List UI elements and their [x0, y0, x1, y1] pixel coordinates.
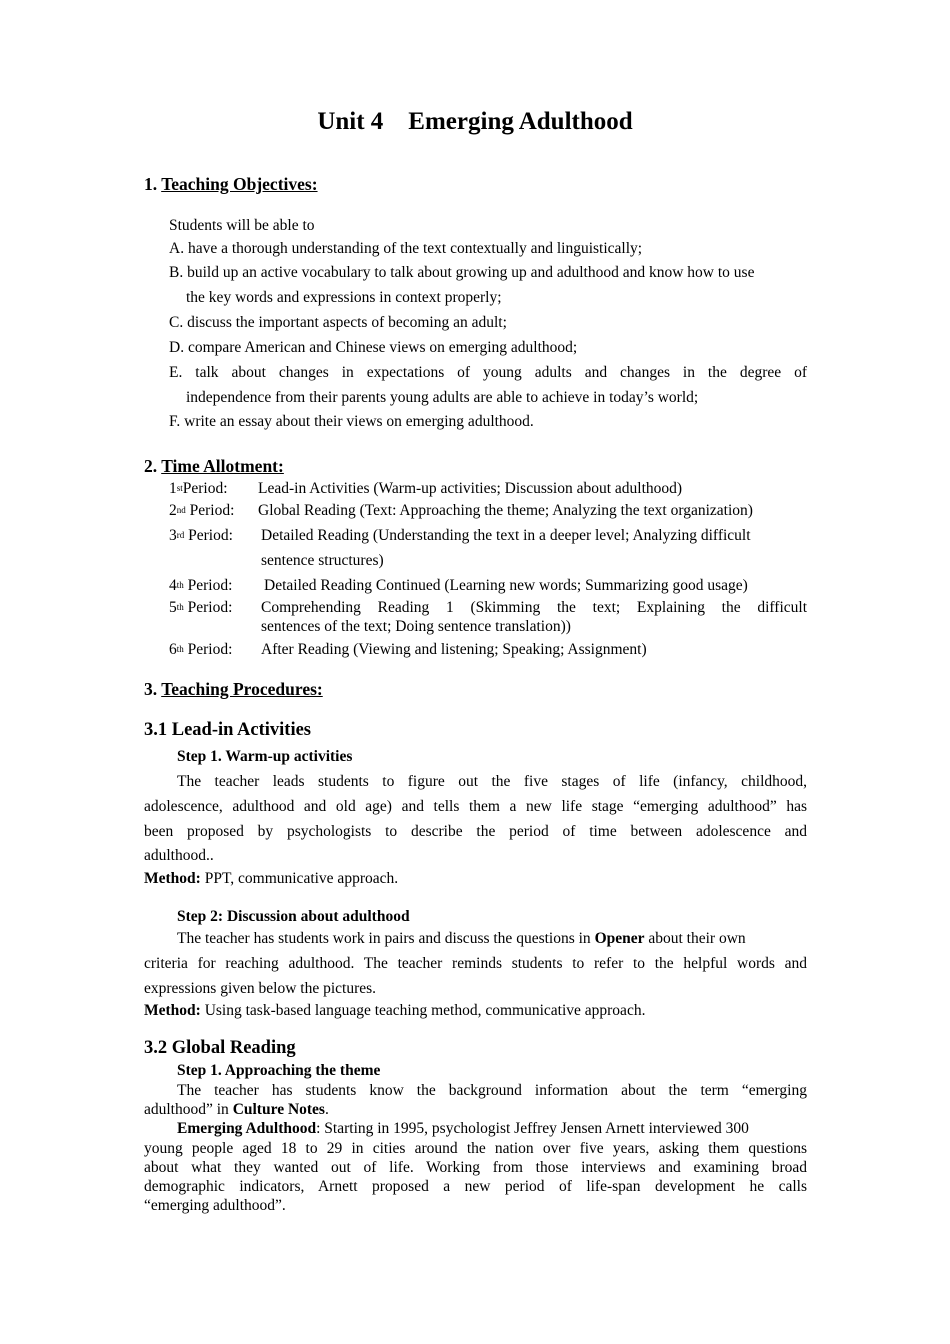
period-label-5: 5th Period:	[169, 599, 233, 616]
objective-b-line1: B. build up an active vocabulary to talk about growing up and adulthood and know how to use	[169, 264, 755, 281]
subsection-heading-global-reading: 3.2 Global Reading	[144, 1038, 296, 1058]
objective-b-line2: the key words and expressions in context properly;	[186, 289, 502, 306]
period-desc-5-line2: sentences of the text; Doing sentence translation))	[261, 618, 571, 635]
step-title-warm-up: Step 1. Warm-up activities	[177, 748, 353, 765]
step-title-approaching-theme: Step 1. Approaching the theme	[177, 1062, 381, 1079]
paragraph-line: young people aged 18 to 29 in cities around the nation over five years, asking them questions	[144, 1140, 807, 1157]
paragraph-line: criteria for reaching adulthood. The teacher reminds students to refer to the helpful words and	[144, 955, 807, 972]
paragraph-line: “emerging adulthood”.	[144, 1197, 286, 1214]
subsection-heading-lead-in: 3.1 Lead-in Activities	[144, 720, 312, 740]
objective-f: F. write an essay about their views on emerging adulthood.	[169, 413, 534, 430]
period-label-2: 2nd Period:	[169, 502, 235, 519]
section-heading-teaching-procedures	[144, 679, 323, 700]
paragraph-line: adulthood” in Culture Notes.	[144, 1101, 329, 1118]
objective-a: A. have a thorough understanding of the text contextually and linguistically;	[169, 240, 643, 257]
period-desc-3-line2: sentence structures)	[261, 552, 384, 569]
period-desc-2: Global Reading (Text: Approaching the theme; Analyzing the text organization)	[258, 502, 753, 519]
objective-e-line2: independence from their parents young adults are able to achieve in today’s world;	[186, 389, 699, 406]
objectives-intro: Students will be able to	[169, 217, 315, 234]
period-desc-1: Lead-in Activities (Warm-up activities; Discussion about adulthood)	[258, 480, 683, 497]
section-heading-time-allotment	[144, 456, 284, 477]
paragraph-line: adolescence, adulthood and old age) and tells them a new life stage “emerging adulthood” has	[144, 798, 807, 815]
method-line: Method: Using task-based language teaching method, communicative approach.	[144, 1002, 646, 1019]
period-desc-3: Detailed Reading (Understanding the text in a deeper level; Analyzing difficult	[261, 527, 751, 544]
period-label-4: 4th Period:	[169, 577, 233, 594]
paragraph-line: The teacher has students work in pairs and discuss the questions in Opener about their own	[177, 930, 746, 947]
paragraph-line: The teacher leads students to figure out the five stages of life (infancy, childhood,	[177, 773, 807, 790]
period-desc-4: Detailed Reading Continued (Learning new words; Summarizing good usage)	[264, 577, 748, 594]
period-desc-5: Comprehending Reading 1 (Skimming the text; Explaining the difficult	[261, 599, 807, 616]
section-number: 1.	[144, 174, 162, 194]
section-heading-teaching-objectives	[144, 174, 318, 195]
objective-e-line1: E. talk about changes in expectations of young adults and changes in the degree of	[169, 364, 807, 381]
paragraph-line: Emerging Adulthood: Starting in 1995, psychologist Jeffrey Jensen Arnett interviewed 300	[177, 1120, 749, 1137]
period-label-3: 3rd Period:	[169, 527, 233, 544]
objective-c: C. discuss the important aspects of becoming an adult;	[169, 314, 507, 331]
section-title: Teaching Objectives:	[161, 174, 318, 194]
period-label-6: 6th Period:	[169, 641, 233, 658]
paragraph-line: expressions given below the pictures.	[144, 980, 377, 997]
section-number: 3.	[144, 679, 162, 699]
paragraph-line: demographic indicators, Arnett proposed a new period of life-span development he calls	[144, 1178, 807, 1195]
paragraph-line: about what they wanted out of life. Working from those interviews and examining broad	[144, 1159, 807, 1176]
section-number: 2.	[144, 456, 162, 476]
paragraph-line: adulthood..	[144, 847, 214, 864]
section-title: Teaching Procedures:	[161, 679, 323, 699]
paragraph-line: been proposed by psychologists to describe the period of time between adolescence and	[144, 823, 807, 840]
page-title: Unit 4 Emerging Adulthood	[317, 108, 633, 135]
section-title: Time Allotment:	[161, 456, 284, 476]
objective-d: D. compare American and Chinese views on emerging adulthood;	[169, 339, 578, 356]
method-line: Method: PPT, communicative approach.	[144, 870, 399, 887]
step-title-discussion: Step 2: Discussion about adulthood	[177, 908, 410, 925]
period-label-1: 1stPeriod:	[169, 480, 228, 497]
paragraph-line: The teacher has students know the background information about the term “emerging	[177, 1082, 807, 1099]
period-desc-6: After Reading (Viewing and listening; Speaking; Assignment)	[261, 641, 647, 658]
